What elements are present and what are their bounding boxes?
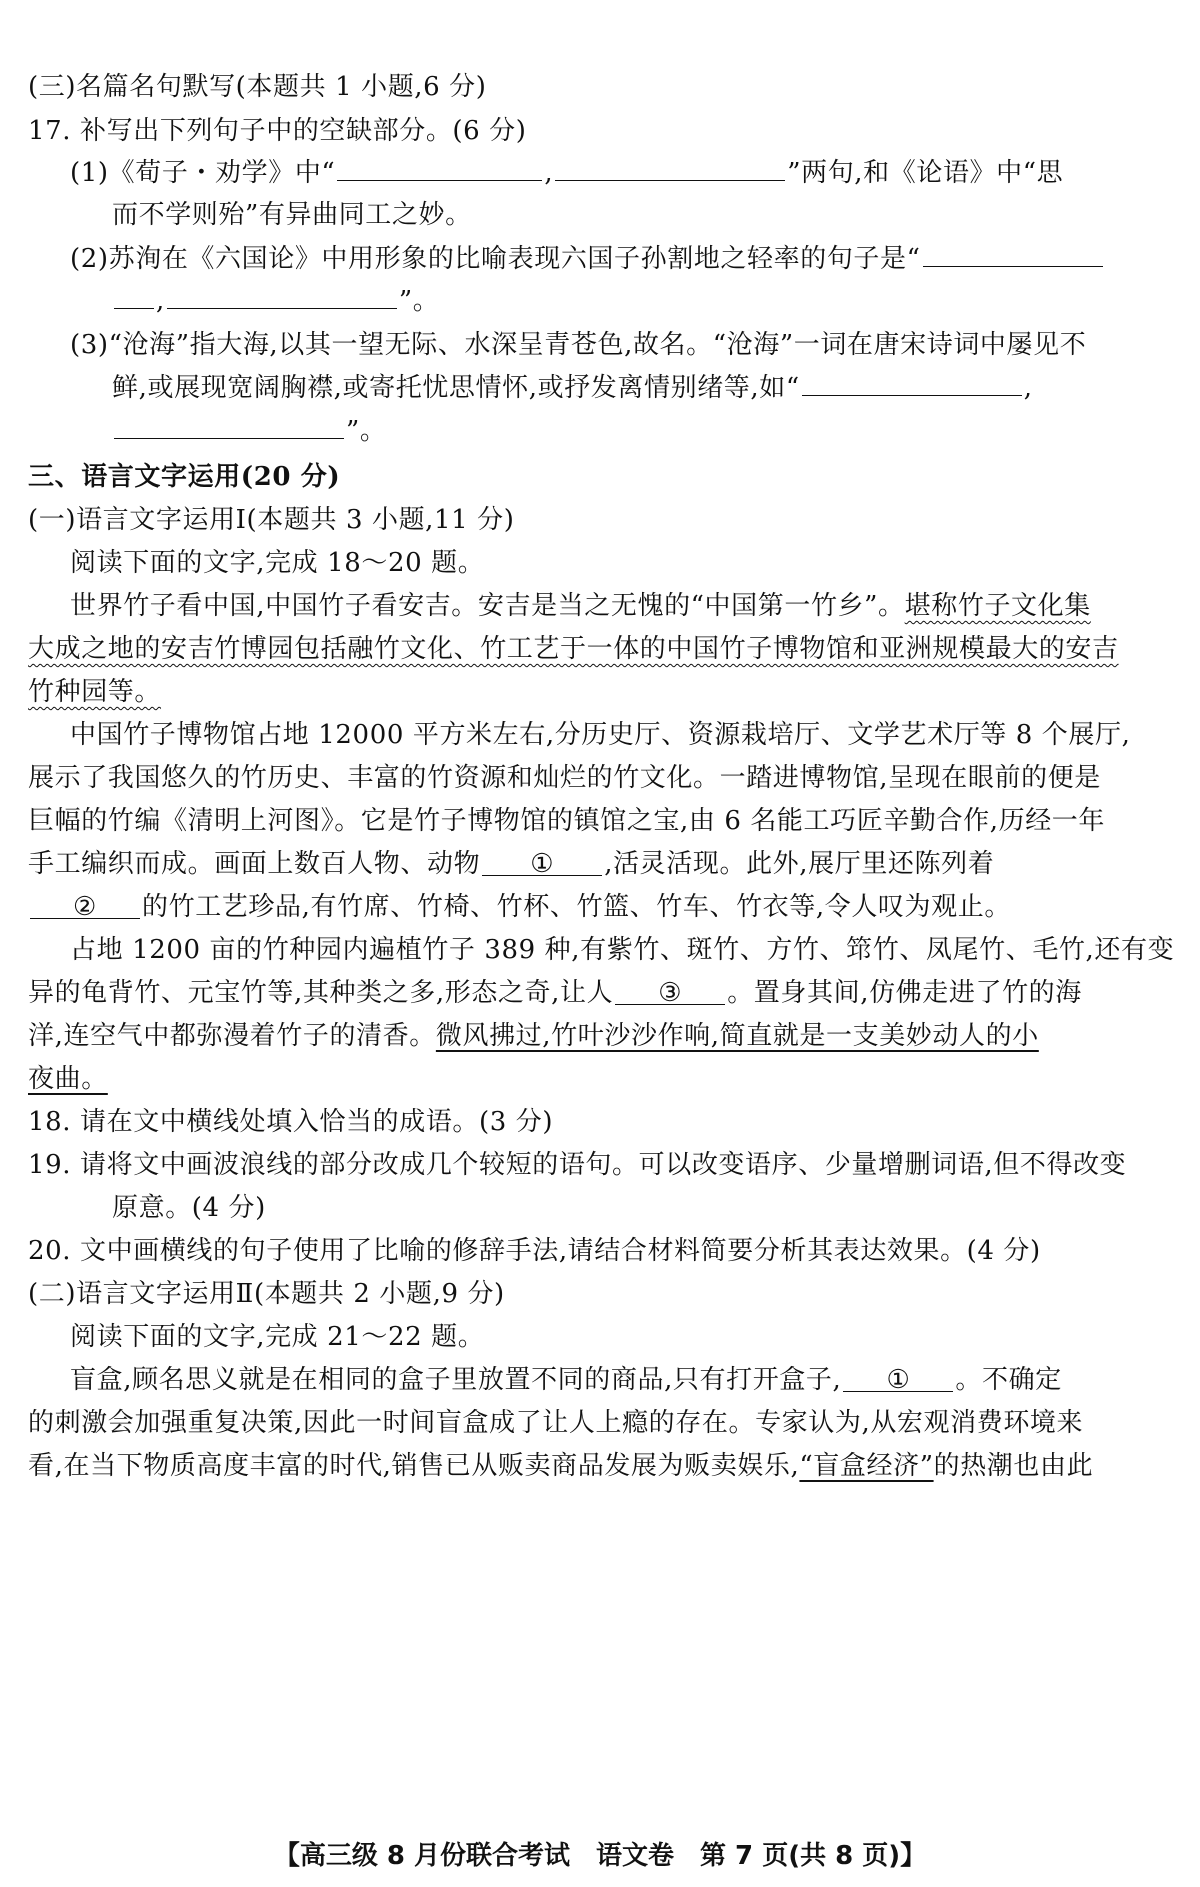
- answer-blank[interactable]: [114, 416, 344, 439]
- question-17-stem: 17. 补写出下列句子中的空缺部分。(6 分): [28, 116, 527, 146]
- paragraph-text: 。不确定: [955, 1365, 1062, 1395]
- paragraph-d-line2: 的刺激会加强重复决策,因此一时间盲盒成了让人上瘾的存在。专家认为,从宏观消费环境来: [28, 1408, 1084, 1438]
- answer-blank[interactable]: ③: [615, 982, 725, 1005]
- paragraph-c-line1: 占地 1200 亩的竹种园内遍植竹子 389 种,有紫竹、斑竹、方竹、筇竹、凤尾竹、毛竹,还有变: [70, 935, 1175, 965]
- paragraph-c-line2: [28, 978, 1082, 1009]
- question-19-line2: 原意。(4 分): [112, 1193, 266, 1223]
- paragraph-b-line1: 中国竹子博物馆占地 12000 平方米左右,分历史厅、资源栽培厅、文学艺术厅等 8 个展厅,: [70, 720, 1131, 750]
- part3-title: 三、语言文字运用(20 分): [28, 462, 341, 492]
- answer-blank[interactable]: [923, 244, 1103, 267]
- section-heading: (三)名篇名句默写(本题共 1 小题,6 分): [28, 72, 487, 102]
- wavy-underlined-text: 竹种园等。: [28, 677, 162, 707]
- answer-blank[interactable]: [167, 286, 397, 309]
- q17-part1-line1: [70, 158, 1063, 189]
- page-footer: 【高三级 8 月份联合考试 语文卷 第 7 页(共 8 页)】: [273, 1841, 927, 1871]
- answer-blank[interactable]: [802, 373, 1022, 396]
- q17-part3-line1: (3)“沧海”指大海,以其一望无际、水深呈青苍色,故名。“沧海”一词在唐宋诗词中屡见不: [70, 330, 1087, 360]
- paragraph-text: 异的龟背竹、元宝竹等,其种类之多,形态之奇,让人: [28, 978, 614, 1008]
- q17-part2-line2: [112, 286, 439, 317]
- paragraph-d-line3: [28, 1451, 1093, 1482]
- reading-instruction: 阅读下面的文字,完成 21～22 题。: [70, 1322, 485, 1352]
- q17-part3-line3: [112, 416, 387, 447]
- q17-part3-text: 鲜,或展现宽阔胸襟,或寄托忧思情怀,或抒发离情别绪等,如“: [112, 373, 800, 403]
- q17-part1-text: (1)《荀子・劝学》中“: [70, 158, 336, 188]
- question-19-line1: 19. 请将文中画波浪线的部分改成几个较短的语句。可以改变语序、少量增删词语,但不得改变: [28, 1150, 1127, 1180]
- q17-part1-text: ”两句,和《论语》中“思: [787, 158, 1064, 188]
- underlined-sentence: 微风拂过,竹叶沙沙作响,简直就是一支美妙动人的小: [435, 1021, 1039, 1051]
- question-18: 18. 请在文中横线处填入恰当的成语。(3 分): [28, 1107, 554, 1137]
- comma: ,: [156, 286, 165, 316]
- subsection-heading: (二)语言文字运用Ⅱ(本题共 2 小题,9 分): [28, 1279, 505, 1309]
- paragraph-d-line1: [70, 1365, 1062, 1396]
- paragraph-text: ,活灵活现。此外,展厅里还陈列着: [604, 849, 995, 879]
- answer-blank[interactable]: [337, 158, 542, 181]
- q17-part3-text: ”。: [346, 416, 387, 446]
- answer-blank[interactable]: [114, 286, 154, 309]
- q17-part1-line2: 而不学则殆”有异曲同工之妙。: [112, 200, 472, 230]
- paragraph-text: 的热潮也由此: [933, 1451, 1094, 1481]
- underlined-sentence: 夜曲。: [28, 1064, 108, 1094]
- question-20: 20. 文中画横线的句子使用了比喻的修辞手法,请结合材料简要分析其表达效果。(4 分): [28, 1236, 1041, 1266]
- answer-blank[interactable]: ①: [843, 1369, 953, 1392]
- paragraph-a-line1: [70, 591, 1091, 622]
- paragraph-text: 的竹工艺珍品,有竹席、竹椅、竹杯、竹篮、竹车、竹衣等,令人叹为观止。: [142, 892, 1011, 922]
- paragraph-text: 世界竹子看中国,中国竹子看安吉。安吉是当之无愧的“中国第一竹乡”。: [70, 591, 905, 621]
- paragraph-b-line2: 展示了我国悠久的竹历史、丰富的竹资源和灿烂的竹文化。一踏进博物馆,呈现在眼前的便是: [28, 763, 1101, 793]
- comma: ,: [1023, 373, 1033, 403]
- wavy-underlined-text: 堪称竹子文化集: [904, 591, 1091, 621]
- reading-instruction: 阅读下面的文字,完成 18～20 题。: [70, 548, 485, 578]
- q17-part2-text: ”。: [398, 286, 440, 316]
- paragraph-a-line2: [28, 634, 1119, 665]
- q17-part3-line2: [112, 373, 1033, 404]
- paragraph-text: 手工编织而成。画面上数百人物、动物: [28, 849, 481, 879]
- answer-blank[interactable]: ②: [30, 896, 140, 919]
- paragraph-c-line4: [28, 1064, 108, 1095]
- q17-part2-line1: [70, 244, 1105, 275]
- paragraph-b-line3: 巨幅的竹编《清明上河图》。它是竹子博物馆的镇馆之宝,由 6 名能工巧匠辛勤合作,历经一年: [28, 806, 1106, 836]
- underlined-term: “盲盒经济”: [799, 1451, 934, 1481]
- comma: ,: [544, 158, 554, 188]
- paragraph-c-line3: [28, 1021, 1039, 1052]
- q17-part2-text: (2)苏洵在《六国论》中用形象的比喻表现六国子孙割地之轻率的句子是“: [70, 244, 921, 274]
- paragraph-text: 看,在当下物质高度丰富的时代,销售已从贩卖商品发展为贩卖娱乐,: [28, 1451, 800, 1481]
- paragraph-b-line4: [28, 849, 994, 880]
- paragraph-text: 。置身其间,仿佛走进了竹的海: [727, 978, 1082, 1008]
- wavy-underlined-text: 大成之地的安吉竹博园包括融竹文化、竹工艺于一体的中国竹子博物馆和亚洲规模最大的安吉: [28, 634, 1119, 664]
- paragraph-a-line3: [28, 677, 161, 708]
- answer-blank[interactable]: ①: [482, 853, 602, 876]
- subsection-heading: (一)语言文字运用Ⅰ(本题共 3 小题,11 分): [28, 505, 515, 535]
- paragraph-text: 盲盒,顾名思义就是在相同的盒子里放置不同的商品,只有打开盒子,: [70, 1365, 842, 1395]
- answer-blank[interactable]: [555, 158, 785, 181]
- paragraph-text: 洋,连空气中都弥漫着竹子的清香。: [28, 1021, 436, 1051]
- paragraph-b-line5: [28, 892, 1011, 923]
